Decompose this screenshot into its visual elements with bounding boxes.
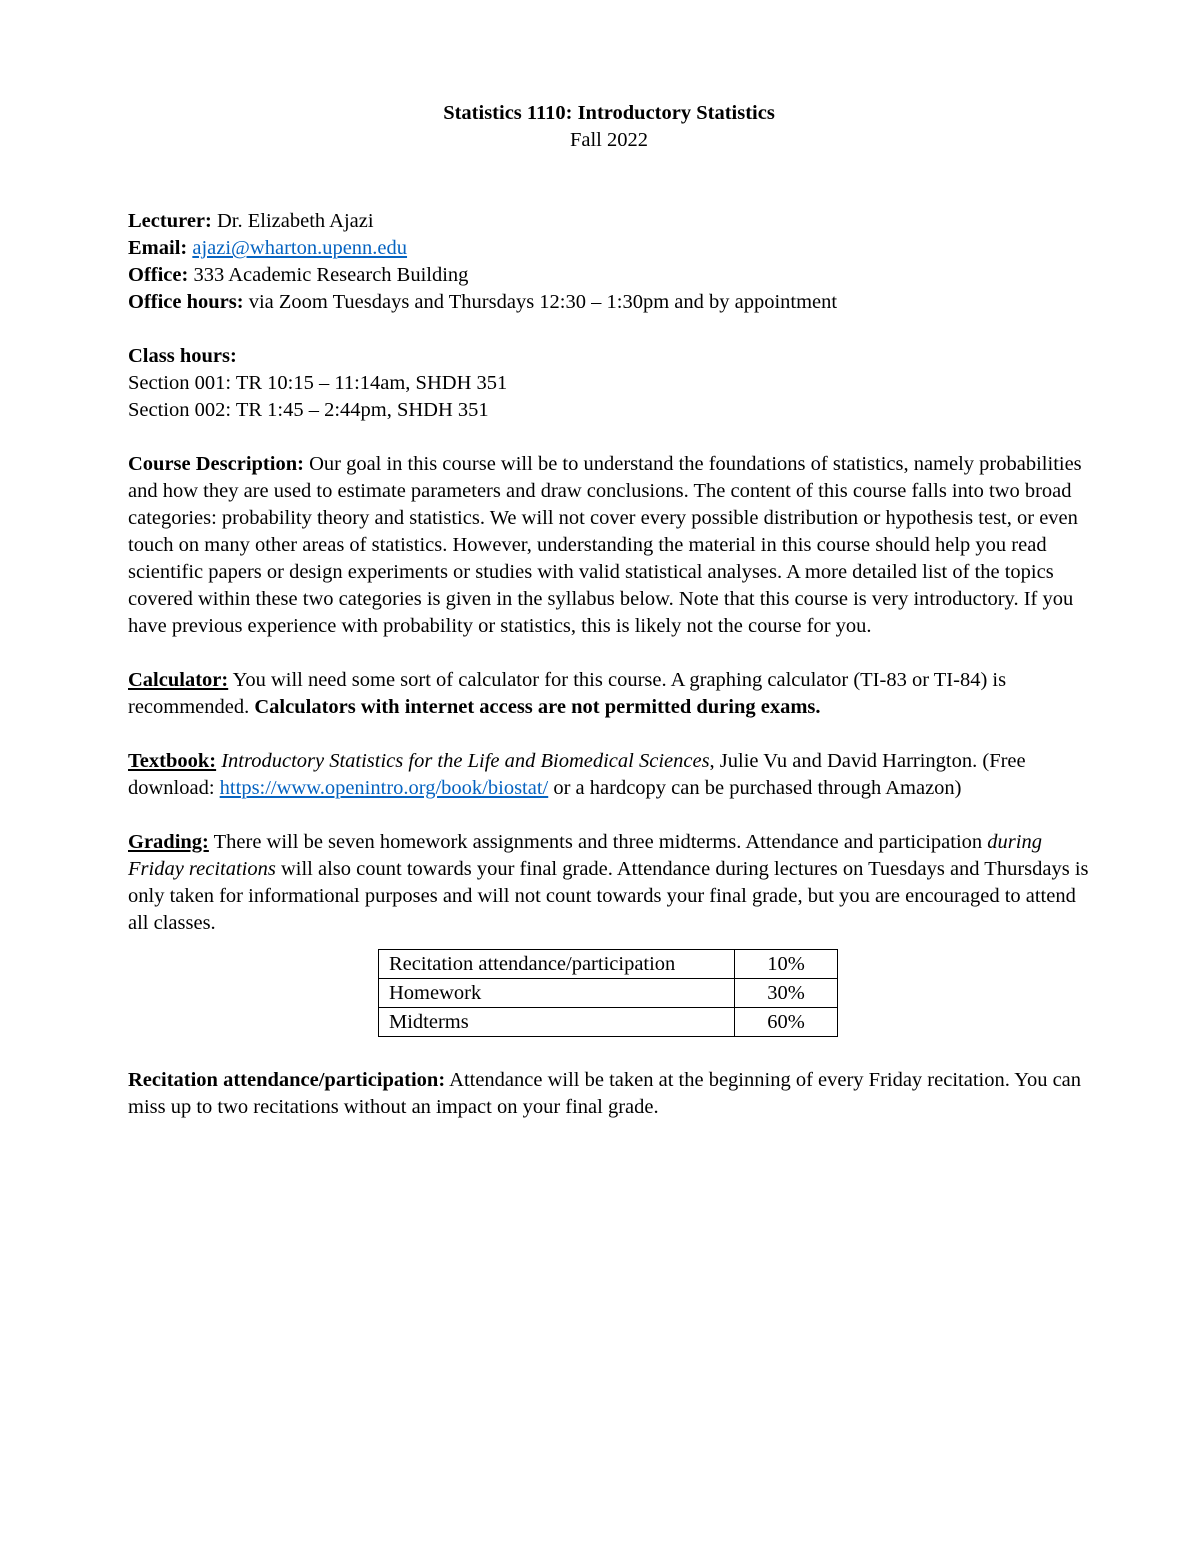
textbook-paragraph	[128, 748, 1090, 802]
grade-component: Homework	[379, 979, 735, 1008]
course-term: Fall 2022	[569, 129, 649, 151]
course-description-paragraph	[128, 451, 1090, 640]
grading-paragraph	[128, 829, 1090, 937]
section-001: Section 001: TR 10:15 – 11:14am, SHDH 351	[128, 372, 508, 394]
grade-component: Midterms	[379, 1008, 735, 1037]
recitation-text: Attendance will be taken at the beginning of every Friday recitation. You can miss up to two recitations without an impact on your final grade.	[128, 1069, 1082, 1118]
calculator-label: Calculator:	[128, 669, 229, 691]
calculator-text: You will need some sort of calculator for this course. A graphing calculator (TI-83 or TI-84) is recommended.	[128, 669, 1007, 718]
grading-italic: during Friday recitations	[128, 831, 1042, 880]
course-title: Statistics 1110: Introductory Statistics	[443, 102, 775, 124]
grade-component: Recitation attendance/participation	[379, 950, 735, 979]
email-label: Email:	[128, 237, 188, 259]
grading-text-2: will also count towards your final grade. Attendance during lectures on Tuesdays and Thursdays is only taken for informational purposes and will not count towards your final grade, but you are encouraged to attend all classes.	[128, 858, 1089, 934]
table-row	[379, 979, 838, 1008]
grading-table	[378, 949, 838, 1037]
calculator-warning: Calculators with internet access are not permitted during exams.	[254, 696, 821, 718]
textbook-text-2: or a hardcopy can be purchased through Amazon)	[548, 777, 962, 799]
textbook-link[interactable]: https://www.openintro.org/book/biostat/	[219, 777, 549, 799]
grading-label: Grading:	[128, 831, 209, 853]
office-hours-label: Office hours:	[128, 291, 244, 313]
table-row	[379, 950, 838, 979]
course-description-label: Course Description:	[128, 453, 304, 475]
office-hours-value: via Zoom Tuesdays and Thursdays 12:30 – 1:30pm and by appointment	[243, 291, 838, 313]
class-hours-label: Class hours:	[128, 345, 237, 367]
calculator-paragraph	[128, 667, 1090, 721]
lecturer-line	[128, 208, 1090, 235]
textbook-title: Introductory Statistics for the Life and Biomedical Sciences	[221, 750, 710, 772]
page-content	[128, 100, 1090, 1121]
office-label: Office:	[128, 264, 189, 286]
office-hours-line	[128, 289, 1090, 316]
course-description-text: Our goal in this course will be to understand the foundations of statistics, namely probabilities and how they are used to estimate parameters and draw conclusions. The content of this course falls into two broad categories: probability theory and statistics. We will not cover every possible distribution or hypothesis test, or even touch on many other areas of statistics. However, understanding the material in this course should help you read scientific papers or design experiments or studies with valid statistical analyses. A more detailed list of the topics covered within these two categories is given in the syllabus below. Note that this course is very introductory. If you have previous experience with probability or statistics, this is likely not the course for you.	[128, 453, 1082, 637]
textbook-text-1: , Julie Vu and David Harrington. (Free download:	[128, 750, 1026, 799]
table-row	[379, 1008, 838, 1037]
lecturer-value: Dr. Elizabeth Ajazi	[211, 210, 374, 232]
office-value: 333 Academic Research Building	[188, 264, 469, 286]
recitation-label: Recitation attendance/participation:	[128, 1069, 446, 1091]
grade-weight: 10%	[735, 950, 838, 979]
lecturer-label: Lecturer:	[128, 210, 212, 232]
office-line	[128, 262, 1090, 289]
grade-weight: 60%	[735, 1008, 838, 1037]
textbook-label: Textbook:	[128, 750, 217, 772]
section-002: Section 002: TR 1:45 – 2:44pm, SHDH 351	[128, 399, 489, 421]
grade-weight: 30%	[735, 979, 838, 1008]
grading-text-1: There will be seven homework assignments and three midterms. Attendance and participation	[208, 831, 988, 853]
email-link[interactable]: ajazi@wharton.upenn.edu	[192, 237, 408, 259]
email-line	[128, 235, 1090, 262]
recitation-paragraph	[128, 1067, 1090, 1121]
